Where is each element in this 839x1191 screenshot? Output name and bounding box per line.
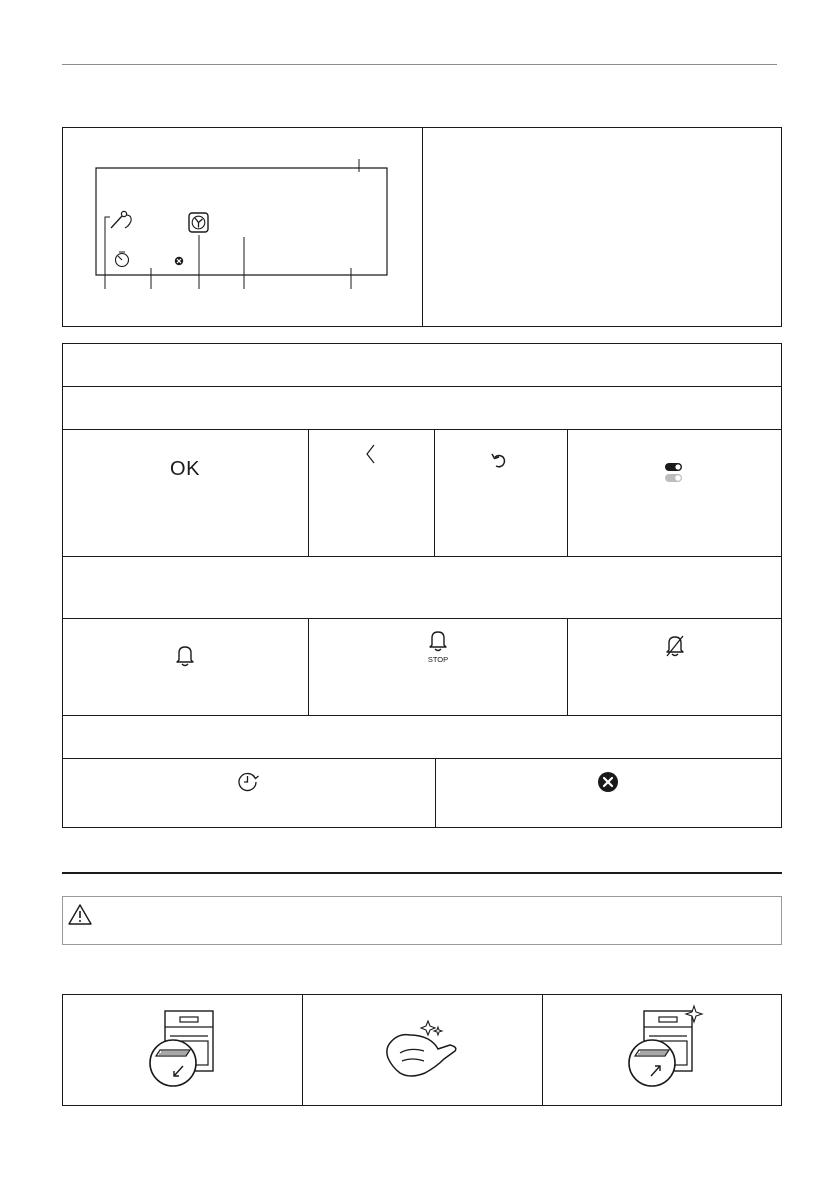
col-divider	[435, 758, 436, 828]
row-divider	[62, 758, 782, 759]
warning-triangle-icon	[67, 903, 93, 926]
functions-table	[62, 343, 782, 828]
cancel-small-icon	[175, 257, 183, 265]
ok-button-label: OK	[170, 458, 200, 480]
display-diagram-divider	[422, 127, 423, 327]
header-rule	[62, 64, 777, 65]
col-divider	[308, 618, 309, 715]
oven-remove-tray-icon	[141, 1008, 223, 1090]
section-rule	[62, 872, 782, 874]
timer-reset-icon	[235, 769, 261, 795]
toggle-icon	[664, 462, 686, 484]
fan-heat-icon	[189, 213, 208, 232]
col-divider	[567, 429, 568, 556]
col-divider	[542, 994, 543, 1106]
warning-box	[62, 896, 782, 945]
col-divider	[434, 429, 435, 556]
bell-off-icon	[663, 634, 687, 660]
bell-icon	[174, 643, 196, 669]
ok-button-cell	[62, 458, 308, 481]
row-divider	[62, 429, 782, 430]
col-divider	[302, 994, 303, 1106]
row-divider	[62, 556, 782, 557]
bell-stop-icon	[427, 629, 449, 665]
cancel-icon	[597, 771, 619, 793]
cleaning-cloth-icon	[380, 1013, 462, 1085]
chevron-left-icon	[364, 443, 378, 465]
undo-icon	[489, 451, 509, 471]
bell-stop-label: STOP	[427, 655, 449, 664]
timer-icon	[116, 252, 129, 267]
row-divider	[62, 386, 782, 387]
meat-probe-icon	[111, 211, 131, 228]
display-diagram	[62, 127, 422, 327]
row-divider	[62, 715, 782, 716]
row-divider	[62, 618, 782, 619]
oven-insert-tray-icon	[620, 1004, 706, 1090]
col-divider	[308, 429, 309, 556]
col-divider	[567, 618, 568, 715]
